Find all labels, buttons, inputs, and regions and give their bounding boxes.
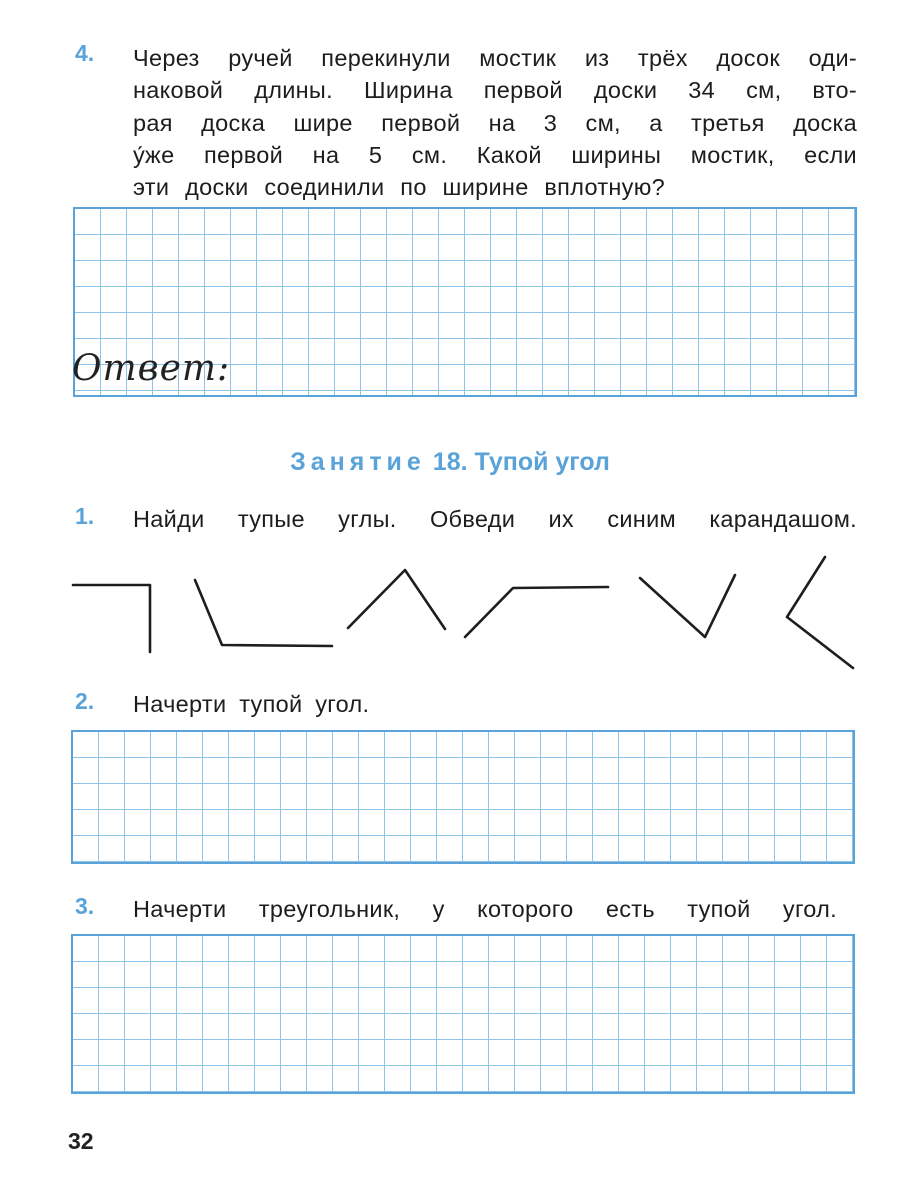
task-3-number: 3. <box>75 893 95 919</box>
angle-1-right[interactable] <box>73 585 150 652</box>
task-4-line-2: наковой длины. Ширина первой доски 34 см, вто- <box>133 77 857 104</box>
task-4-line-4: у́же первой на 5 см. Какой ширины мостик, если <box>133 141 857 168</box>
task-3-text <box>133 893 837 925</box>
task-2-number: 2. <box>75 688 95 714</box>
task-2-drawing-grid[interactable] <box>71 730 855 864</box>
task-4-line-5: эти доски соединили по ширине вплотную? <box>133 174 666 201</box>
angles-figure <box>0 540 900 680</box>
angle-3-acute[interactable] <box>348 570 445 629</box>
task-1-line: Найди тупые углы. Обведи их синим карандашом. <box>133 506 857 532</box>
angle-5-right[interactable] <box>640 575 735 637</box>
task-3-line: Начерти треугольник, у которого есть тупой угол. <box>133 896 837 922</box>
lesson-name: 18. Тупой угол <box>432 448 610 476</box>
lesson-title <box>0 448 900 477</box>
task-4-text <box>133 42 857 203</box>
task-3-drawing-grid[interactable] <box>71 934 855 1094</box>
lesson-label: Занятие <box>290 448 426 476</box>
task-4-line-3: рая доска шире первой на 3 см, а третья доска <box>133 109 857 136</box>
angle-6-obtuse[interactable] <box>787 557 853 668</box>
angle-2-obtuse[interactable] <box>195 580 332 646</box>
answer-label: Ответ: <box>72 348 231 389</box>
task-2-text: Начерти тупой угол. <box>133 691 370 717</box>
page-number: 32 <box>68 1128 94 1154</box>
angle-4-obtuse[interactable] <box>465 587 608 637</box>
task-4-line-1: Через ручей перекинули мостик из трёх досок оди- <box>133 45 857 71</box>
task-1-number: 1. <box>75 503 95 529</box>
task-1-text <box>133 503 857 535</box>
task-4-number: 4. <box>75 40 95 66</box>
